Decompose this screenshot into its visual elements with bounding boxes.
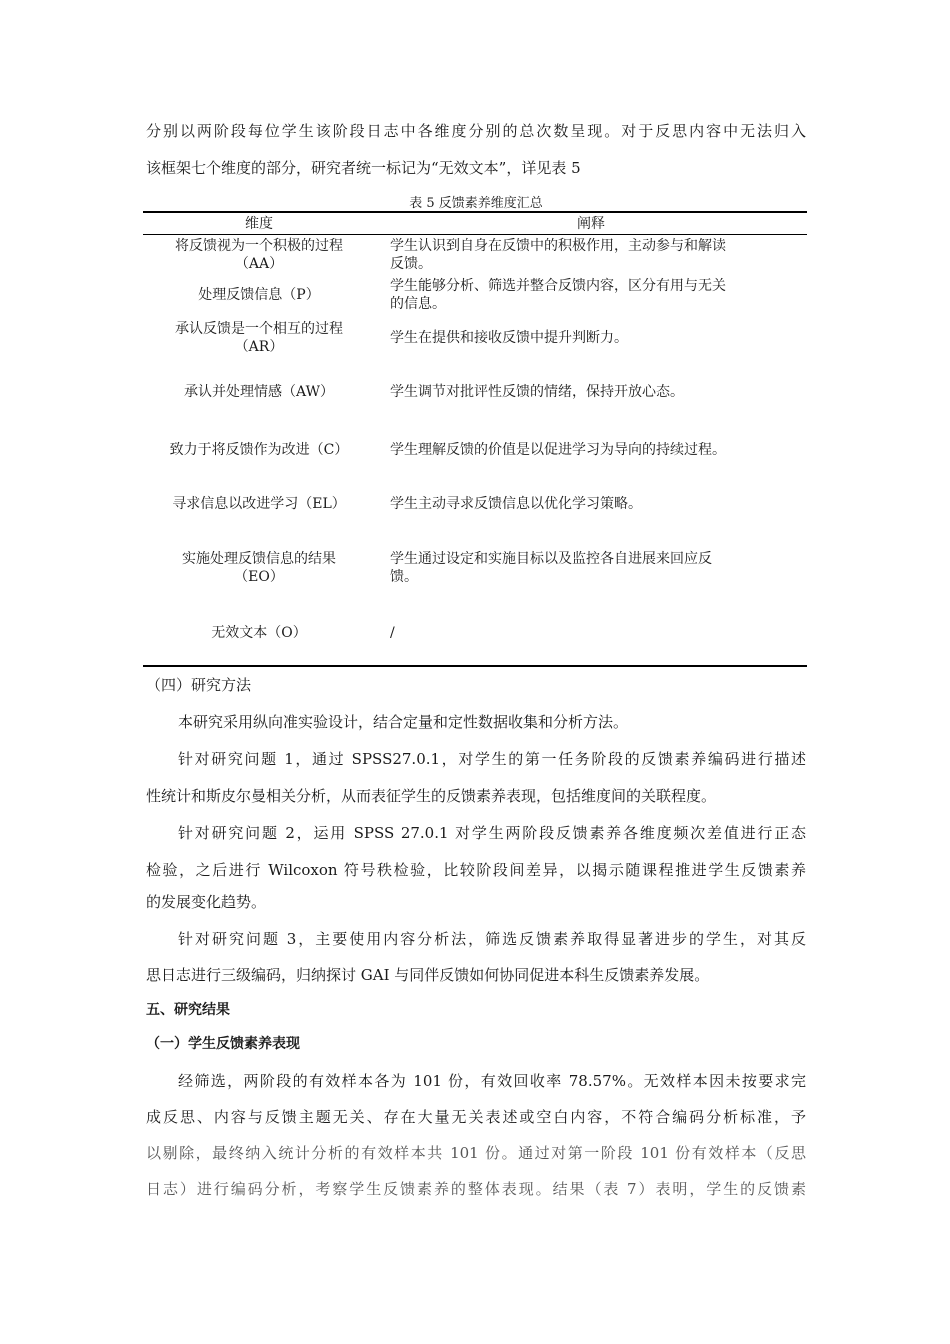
dimension-cell xyxy=(143,235,375,275)
explanation-line: 学生调节对批评性反馈的情绪，保持开放心态。 xyxy=(390,383,684,400)
explanation-line: 反馈。 xyxy=(390,255,432,272)
table-row xyxy=(143,477,807,531)
explanation-cell xyxy=(375,423,807,477)
explanation-cell xyxy=(375,315,807,361)
dimension-cell xyxy=(143,275,375,315)
explanation-cell xyxy=(375,531,807,605)
results-paragraph: 成反思、内容与反馈主题无关、存在大量无关表述或空白内容，不符合编码分析标准，予 xyxy=(146,1108,806,1126)
subsection-heading: （一）学生反馈素养表现 xyxy=(146,1036,300,1052)
table-row xyxy=(143,423,807,477)
methods-paragraph: 检验，之后进行 Wilcoxon 符号秩检验，比较阶段间差异，以揭示随课程推进学生反馈素养 xyxy=(146,861,806,879)
explanation-cell xyxy=(375,275,807,315)
explanation-line: 学生在提供和接收反馈中提升判断力。 xyxy=(390,329,628,346)
methods-paragraph: 针对研究问题 1，通过 SPSS27.0.1，对学生的第一任务阶段的反馈素养编码进行描述 xyxy=(178,750,806,768)
intro-line-1: 分别以两阶段每位学生该阶段日志中各维度分别的总次数呈现。对于反思内容中无法归入 xyxy=(146,122,806,140)
explanation-line: 的信息。 xyxy=(390,295,446,312)
intro-line-2: 该框架七个维度的部分，研究者统一标记为“无效文本”，详见表 5 xyxy=(146,159,581,177)
explanation-cell xyxy=(375,361,807,423)
table-row xyxy=(143,275,807,315)
dimension-code: （AA） xyxy=(234,255,284,272)
explanation-cell xyxy=(375,477,807,531)
dimension-cell xyxy=(143,361,375,423)
table-row xyxy=(143,315,807,361)
dimension-code: （AR） xyxy=(234,338,284,355)
explanation-cell xyxy=(375,605,807,661)
explanation-line: 学生通过设定和实施目标以及监控各自进展来回应反 xyxy=(390,550,712,567)
table-bottom-rule xyxy=(143,665,807,667)
header-dimension: 维度 xyxy=(143,212,375,235)
table-row xyxy=(143,361,807,423)
dimension-name: 处理反馈信息（P） xyxy=(198,286,320,303)
dimension-name: 承认反馈是一个相互的过程 xyxy=(175,320,343,337)
results-paragraph: 日志）进行编码分析，考察学生反馈素养的整体表现。结果（表 7）表明，学生的反馈素 xyxy=(146,1180,806,1198)
explanation-line: 学生主动寻求反馈信息以优化学习策略。 xyxy=(390,495,642,512)
table-header-row xyxy=(143,212,807,235)
table-row xyxy=(143,235,807,275)
table-caption: 表 5 反馈素养维度汇总 xyxy=(409,196,543,211)
explanation-line: 学生认识到自身在反馈中的积极作用，主动参与和解读 xyxy=(390,237,726,254)
explanation-line: 馈。 xyxy=(390,568,418,585)
table-row xyxy=(143,531,807,605)
dimension-name: 寻求信息以改进学习（EL） xyxy=(172,495,346,512)
dimension-name: 无效文本（O） xyxy=(211,624,307,641)
explanation-cell xyxy=(375,235,807,275)
dimension-cell xyxy=(143,477,375,531)
explanation-line: 学生理解反馈的价值是以促进学习为导向的持续过程。 xyxy=(390,441,726,458)
methods-paragraph: 本研究采用纵向准实验设计，结合定量和定性数据收集和分析方法。 xyxy=(178,713,629,731)
dimension-name: 将反馈视为一个积极的过程 xyxy=(175,237,343,254)
dimension-name: 承认并处理情感（AW） xyxy=(184,383,334,400)
methods-paragraph: 针对研究问题 2，运用 SPSS 27.0.1 对学生两阶段反馈素养各维度频次差值进行正态 xyxy=(178,824,806,842)
explanation-line: / xyxy=(390,624,395,641)
section-heading-results: 五、研究结果 xyxy=(146,1002,230,1018)
results-paragraph: 以剔除，最终纳入统计分析的有效样本共 101 份。通过对第一阶段 101 份有效样本（反思 xyxy=(146,1144,806,1162)
dimension-cell xyxy=(143,531,375,605)
dimension-code: （EO） xyxy=(234,568,284,585)
dimension-cell xyxy=(143,605,375,661)
dimensions-table xyxy=(143,212,807,661)
table-row xyxy=(143,605,807,661)
methods-paragraph: 针对研究问题 3，主要使用内容分析法，筛选反馈素养取得显著进步的学生，对其反 xyxy=(178,930,806,948)
explanation-line: 学生能够分析、筛选并整合反馈内容，区分有用与无关 xyxy=(390,277,726,294)
dimension-name: 实施处理反馈信息的结果 xyxy=(182,550,336,567)
methods-paragraph: 思日志进行三级编码，归纳探讨 GAI 与同伴反馈如何协同促进本科生反馈素养发展。 xyxy=(146,966,710,984)
results-paragraph: 经筛选，两阶段的有效样本各为 101 份，有效回收率 78.57%。无效样本因未按要求完 xyxy=(178,1072,806,1090)
section-heading-methods: （四）研究方法 xyxy=(146,676,252,694)
header-explanation: 阐释 xyxy=(375,212,807,235)
dimension-name: 致力于将反馈作为改进（C） xyxy=(169,441,349,458)
methods-paragraph: 性统计和斯皮尔曼相关分析，从而表征学生的反馈素养表现，包括维度间的关联程度。 xyxy=(146,787,717,805)
dimension-cell xyxy=(143,423,375,477)
dimension-cell xyxy=(143,315,375,361)
methods-paragraph: 的发展变化趋势。 xyxy=(146,893,267,911)
